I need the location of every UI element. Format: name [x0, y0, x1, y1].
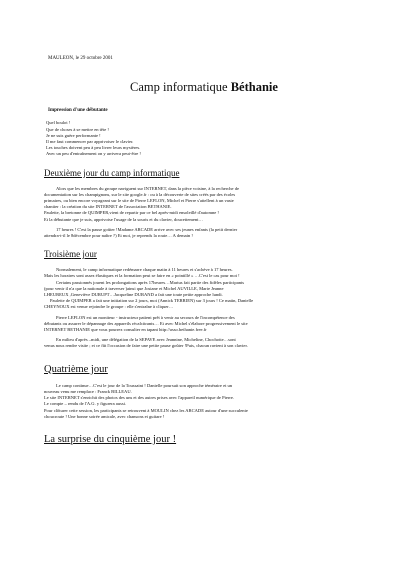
- text-line: choucroute ! Une bonne soirée amicale, avec chansons et guitare !: [44, 413, 165, 419]
- text-line: nouveau venu me remplace : Franck BILLEAU.: [44, 388, 132, 394]
- text-line: attendra-t-il le 8décembre pour naître ?) Et moi, je reprends la route… A demain !: [44, 233, 193, 239]
- subheading: Impression d'une débutante: [48, 108, 108, 114]
- text-line: Mais les horaires sont assez élastiques et la formation peut se faire en « pointillé » …C'est le cas pour moi !: [44, 273, 240, 279]
- text-line: En milieu d'après –midi, une délégation de la SEPAVE avec Jeannine, Micheline, Chochotte…sont: [56, 337, 236, 343]
- text-line: Normalement, le camp informatique redémarre chaque matin à 11 heures et s'achève à 17 heures.: [56, 267, 233, 273]
- text-line: Alors que les membres du groupe naviguent sur INTERNET, dans la pièce voisine, à la recherche de: [56, 185, 239, 191]
- text-line: Et la débutante que je suis, apprivoise l'usage de la souris et du clavier, doucettement…: [44, 216, 203, 222]
- text-line: Certains passionnés jouent les prolongations après 17heures…Marius fait partie des fidèles participants: [56, 279, 245, 285]
- text-line: Paulette de QUIMPER a fait une initiation sur 2 jours, moi (Annick TERRIEN) sur 3 jours ! Ce matin, Danielle: [50, 298, 254, 304]
- text-line: débutants ou assurer le dépannage des appareils récalcitrants… Et avec Michel s'élabore progressivement le site: [44, 320, 248, 326]
- paragraph: [44, 227, 364, 239]
- section-heading: La surprise du cinquième jour !: [44, 433, 177, 445]
- section-heading: Troisième jour: [44, 249, 97, 260]
- paragraph: [44, 337, 364, 349]
- poem-line: Je ne suis guère performante !: [46, 132, 101, 138]
- paragraph: [44, 186, 364, 223]
- title-main: Camp informatique: [130, 80, 231, 95]
- text-line: documentation sur les champignons, sur le site google.fr : ou à la découverte de sites créés par des écoles: [44, 191, 236, 197]
- poem-line: Que de choses à se mettre en tête !: [46, 126, 109, 132]
- document-title: [44, 80, 364, 94]
- text-line: Le site INTERNET s'enrichit des photos des uns et des autres prises avec l'appareil numérique de Pierre.: [44, 395, 235, 401]
- dateline: MAULEON, le 29 octobre 2001: [48, 56, 113, 61]
- poem-line: Quel boulot !: [46, 120, 71, 126]
- paragraph: [44, 315, 364, 334]
- text-line: CHEYNOUX est venue rejoindre le groupe : elle s'entraîne à cliquer…: [44, 304, 174, 310]
- text-line: Pierre LEFLON est un moniteur - instructeur patient prêt à venir au secours de l'incompétence des: [56, 314, 235, 320]
- text-line: primaires, ou bien encore voyageant sur le site de Pierre LEFLON, Michel et Pierre s'attellent à un vaste: [44, 198, 234, 204]
- text-line: (pour venir il n'a que la nationale à traverser )ainsi que Josiane et Michel AUVILLE, Marie Jeanne: [44, 285, 224, 291]
- poem-line: Les touches doivent peu à peu livrer leurs mystères.: [46, 145, 141, 151]
- section-heading: Quatrième jour: [44, 363, 108, 375]
- text-line: Paulette, la bretonne de QUIMPER,vient de repartir par ce bel après-midi ensoleillé d'automne !: [44, 210, 219, 216]
- text-line: Le camp continue…C'est le jour de la Toussaint ! Danielle poursuit son approche téméraire et un: [56, 382, 233, 388]
- paragraph: [44, 267, 364, 310]
- title-bold: Béthanie: [230, 80, 278, 95]
- text-line: LHEUREUX ,Geneviève DURUPT…Jacqueline DURAND a fait une toute petite approche lundi.: [44, 292, 223, 298]
- poem-line: Il me faut commencer par apprivoiser le clavier.: [46, 139, 134, 145]
- text-line: Le compte – rendu de l'A.G. y figurera aussi.: [44, 401, 127, 407]
- text-line: Pour clôturer cette session, les participants se retrouvent à MOULIN chez les ARCADE autour d'une succulente: [44, 407, 248, 413]
- text-line: 17 heures ! C'est la pause goûter !Madame ARCADE arrive avec ses jeunes enfants (la petit dernier: [56, 226, 238, 232]
- poem-line: Avec un peu d'entraînement on y arrivera peut-être !: [46, 151, 141, 157]
- text-line: chantier : la création du site INTERNET de l'association BETHANIE.: [44, 204, 172, 210]
- text-line: venus nous rendre visite ; et ce fût l'occasion de faire une petite pause goûter !Puis, chacun ravient à son clavier.: [44, 343, 248, 349]
- section-heading: Deuxième jour du camp informatique: [44, 167, 180, 178]
- poem: [46, 120, 364, 157]
- paragraph: [44, 383, 364, 420]
- text-line: INTERNET BETHANIE que vous pourrez consulter en tapant http://asso.bethanie.free.fr: [44, 327, 207, 333]
